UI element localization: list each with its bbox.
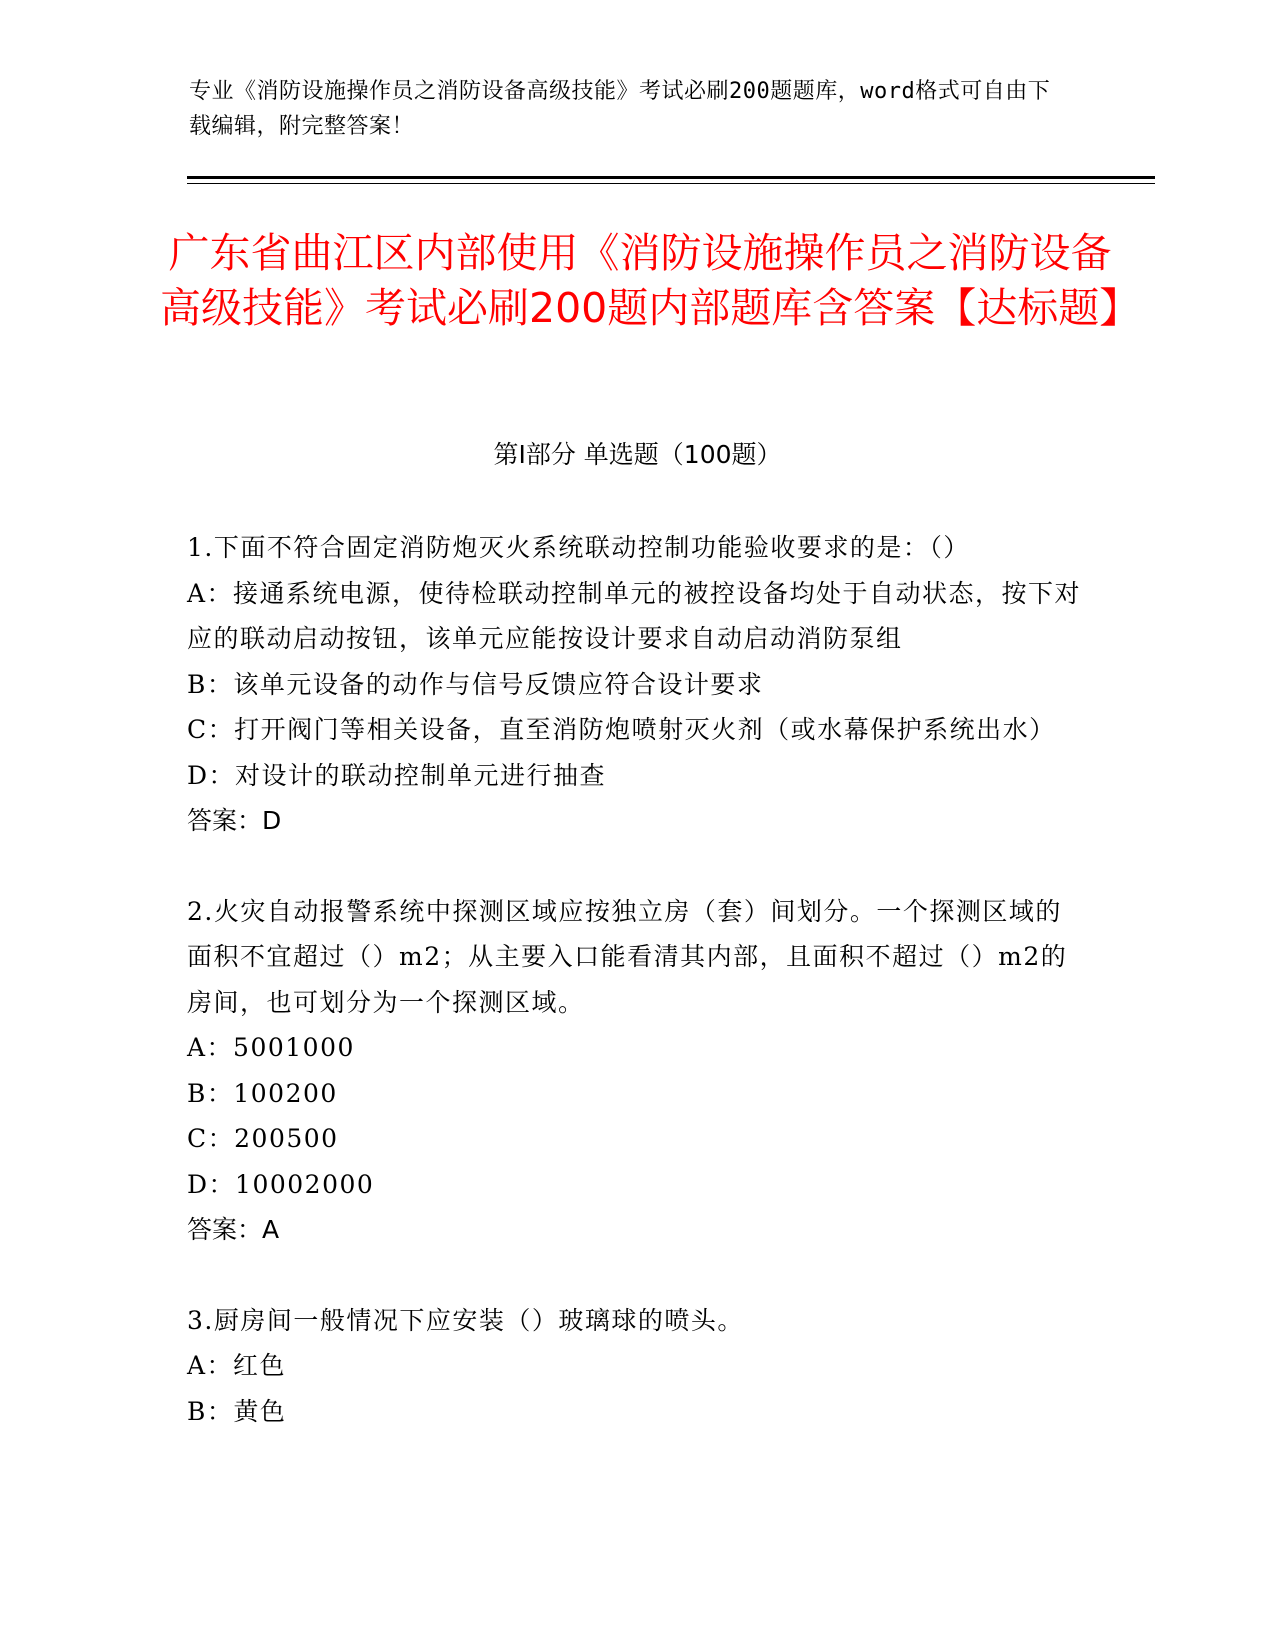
answer: 答案：D: [187, 806, 282, 835]
document-title: 广东省曲江区内部使用《消防设施操作员之消防设备高级技能》考试必刷200题内部题库含答案【达标题】: [160, 229, 1141, 332]
option-a: A：接通系统电源，使待检联动控制单元的被控设备均处于自动状态，按下对应的联动启动按钮，该单元应能按设计要求自动启动消防泵组: [187, 578, 1082, 653]
option-a: A：5001000: [187, 1033, 355, 1062]
answer: 答案：A: [187, 1215, 280, 1244]
question-stem: 3.厨房间一般情况下应安装（）玻璃球的喷头。: [187, 1305, 744, 1335]
option-c: C：200500: [187, 1124, 339, 1153]
question-stem: 2.火灾自动报警系统中探测区域应按独立房（套）间划分。一个探测区域的面积不宜超过（）m2；从主要入口能看清其内部，且面积不超过（）m2的房间，也可划分为一个探测区域。: [187, 896, 1068, 1017]
question-2: [187, 889, 1087, 1253]
option-d: D：对设计的联动控制单元进行抽查: [187, 760, 607, 790]
question-stem: 1.下面不符合固定消防炮灭火系统联动控制功能验收要求的是：（）: [187, 533, 970, 562]
header-note: 专业《消防设施操作员之消防设备高级技能》考试必刷200题题库，word格式可自由下载编辑，附完整答案！: [189, 79, 1051, 139]
section-heading: 第I部分 单选题（100题）: [493, 440, 782, 469]
option-b: B：该单元设备的动作与信号反馈应符合设计要求: [187, 669, 764, 699]
option-a: A：红色: [187, 1351, 287, 1380]
option-b: B：黄色: [187, 1396, 287, 1426]
option-c: C：打开阀门等相关设备，直至消防炮喷射灭火剂（或水幕保护系统出水）: [187, 715, 1056, 744]
header-rule-thick: [187, 176, 1155, 179]
question-3: [187, 1298, 1087, 1435]
option-d: D：10002000: [187, 1169, 375, 1199]
question-1: [187, 525, 1087, 844]
question-list: [187, 525, 1087, 1479]
header-rule-thin: [187, 183, 1155, 184]
option-b: B：100200: [187, 1078, 338, 1108]
